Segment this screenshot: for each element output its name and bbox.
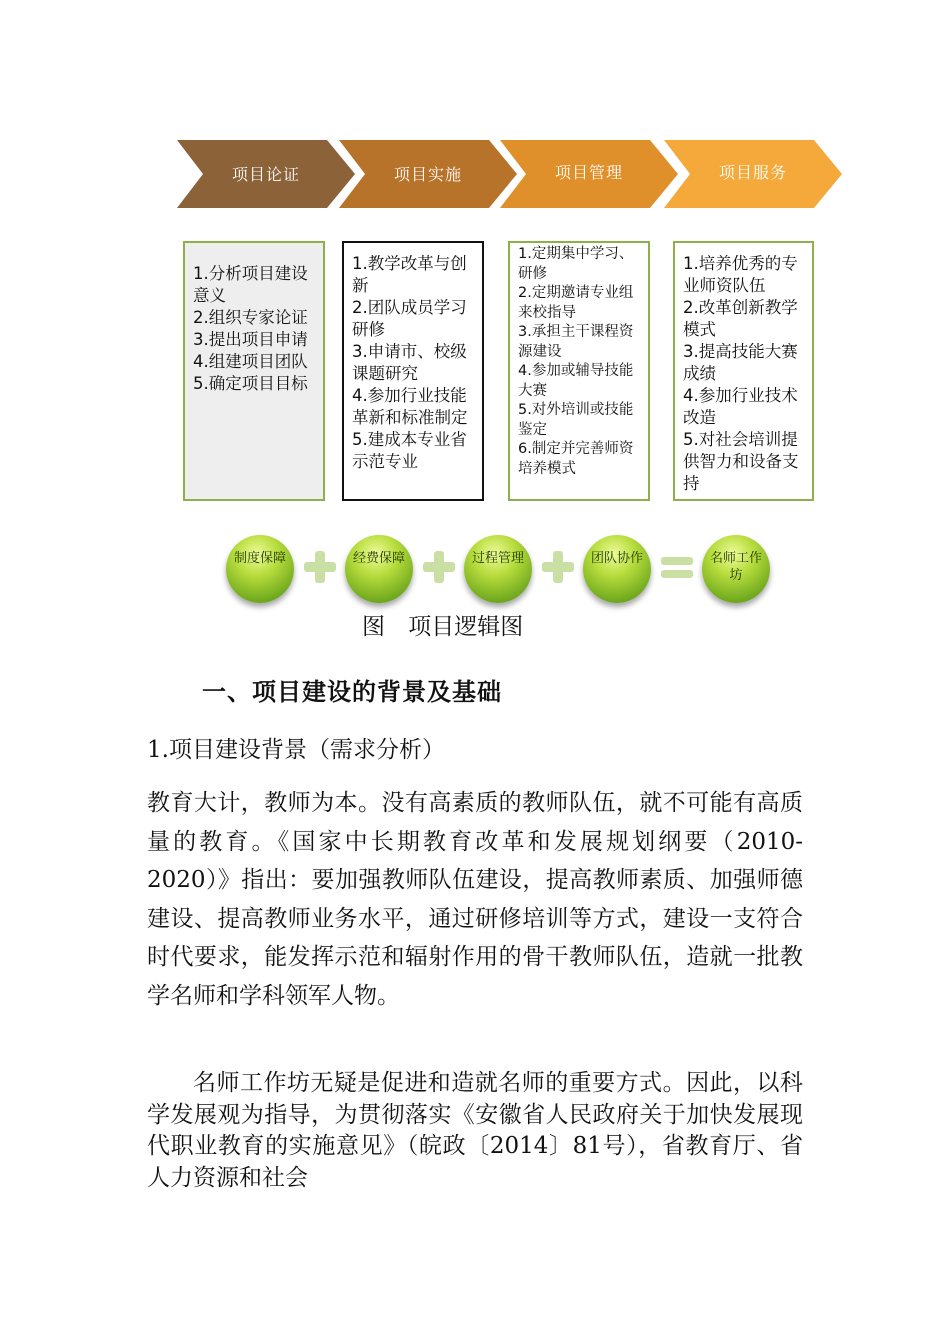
box-item: 4.组建项目团队 [193,352,308,371]
stage-chevron-2 [339,140,517,208]
stage-label: 项目服务 [718,163,787,182]
stage-label: 项目实施 [393,165,462,184]
ball-label: 制度保障 [234,551,287,566]
stage-label: 项目管理 [554,163,623,182]
figure-caption: 图 项目逻辑图 [362,614,524,640]
box-item: 5.建成本专业省示范专业 [352,430,467,471]
equation-ball-4 [583,535,651,603]
box-item: 2.组织专家论证 [193,308,308,327]
equation-ball-result [702,535,770,603]
box-item: 4.参加行业技能革新和标准制定 [352,386,468,427]
box-item: 5.对社会培训提供智力和设备支持 [683,430,799,493]
ball-label: 经费保障 [353,551,406,566]
box-item: 6.制定并完善师资培养模式 [518,441,634,477]
plus-icon [421,549,457,585]
plus-icon [540,549,576,585]
box-item: 5.对外培训或技能鉴定 [518,402,634,438]
box-item: 4.参加或辅导技能大赛 [518,363,634,399]
stage-box-4 [673,241,814,501]
box-item: 1.定期集中学习、研修 [518,246,634,282]
equation-ball-3 [464,535,532,603]
box-item: 2.定期邀请专业组来校指导 [518,285,634,321]
box-item: 5.确定项目目标 [193,374,308,393]
stage-box-2 [342,241,484,501]
paragraph: 教育大计，教师为本。没有高素质的教师队伍，就不可能有高质量的教育。《国家中长期教育改革和发展规划纲要（2010-2020）》指出：要加强教师队伍建设，提高教师素质、加强师德建设、提高教师业务水平，通过研修培训等方式，建设一支符合时代要求，能发挥示范和辐射作用的骨干教师队伍，造就一批教学名师和学科领军人物。 [147,790,803,1009]
equation-ball-1 [226,535,294,603]
stage-label: 项目论证 [231,165,300,184]
ball-label: 团队协作 [591,551,644,566]
subsection-heading: 1.项目建设背景（需求分析） [147,737,445,763]
stage-chevron-4 [664,140,842,208]
stage-chevron-3 [500,140,678,208]
box-item: 3.申请市、校级课题研究 [352,342,467,383]
box-item: 2.改革创新教学模式 [683,298,798,339]
box-item: 2.团队成员学习研修 [352,298,467,339]
box-item: 3.承担主干课程资源建设 [518,324,634,360]
paragraph: 名师工作坊无疑是促进和造就名师的重要方式。因此，以科学发展观为指导，为贯彻落实《安徽省人民政府关于加快发展现代职业教育的实施意见》（皖政〔2014〕81号），省教育厅、省人力资源和社会 [147,1070,803,1191]
equals-icon [659,549,695,585]
box-item: 1.教学改革与创新 [352,254,467,295]
ball-label: 过程管理 [472,551,525,566]
box-item: 3.提高技能大赛成绩 [683,342,798,383]
stage-box-3 [508,241,650,501]
ball-label: 名师工作坊 [710,551,763,583]
stage-box-1 [183,241,325,501]
section-heading: 一、项目建设的背景及基础 [202,678,502,706]
equation-ball-2 [345,535,413,603]
box-item: 1.培养优秀的专业师资队伍 [683,254,798,295]
box-item: 1.分析项目建设意义 [193,264,308,305]
box-item: 4.参加行业技术改造 [683,386,798,427]
box-item: 3.提出项目申请 [193,330,308,349]
stage-chevron-1 [177,140,355,208]
plus-icon [302,549,338,585]
